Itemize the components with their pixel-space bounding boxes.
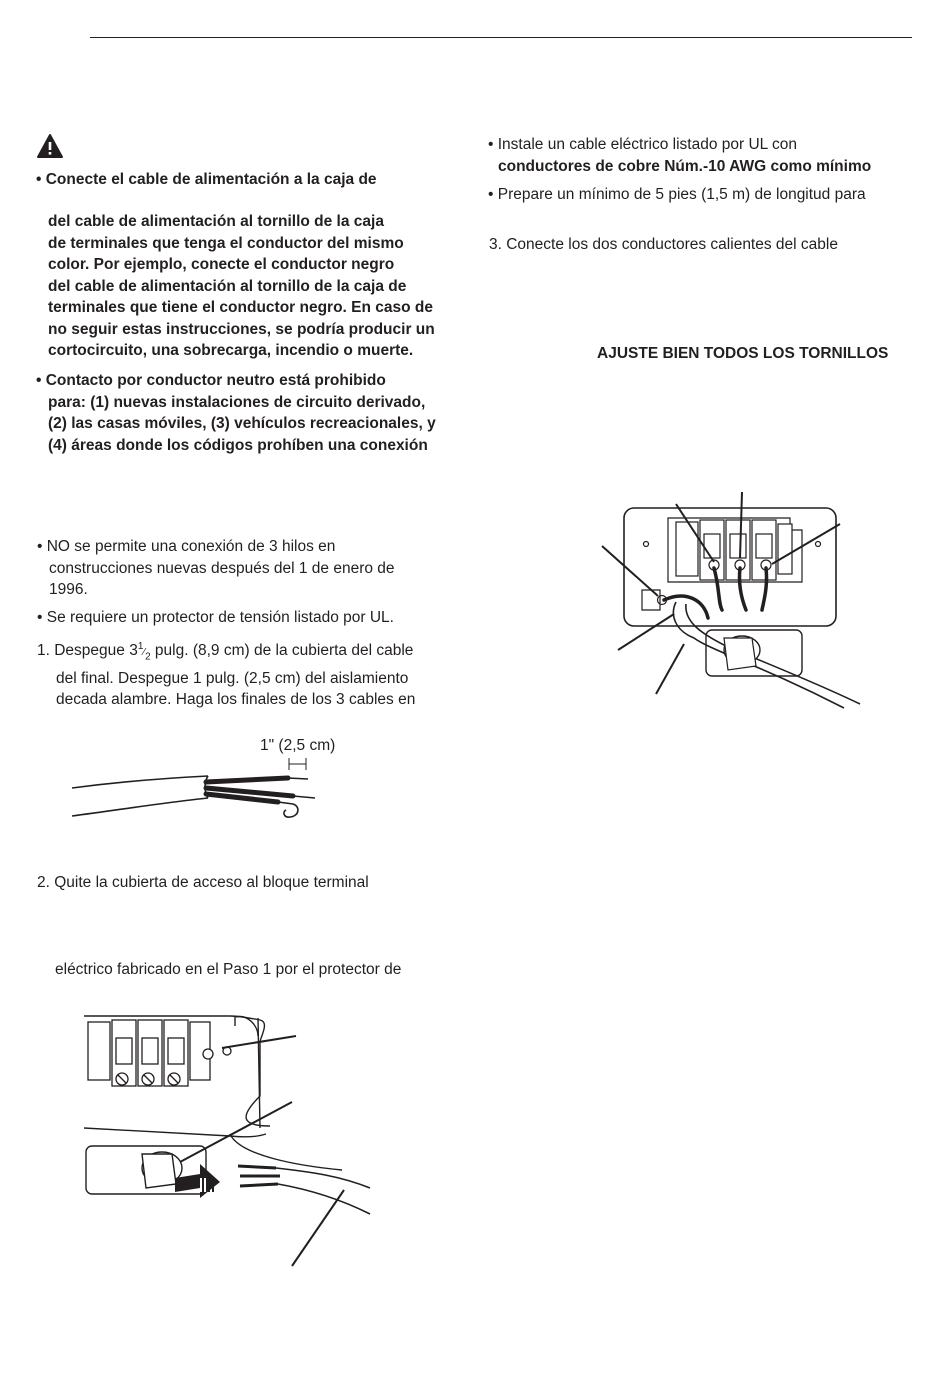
warning-text-line: color. Por ejemplo, conecte el conductor negro: [48, 256, 395, 273]
step-3: 3. Conecte los dos conductores calientes del cable: [489, 236, 838, 253]
stripped-cable-illustration: [68, 752, 328, 832]
header-rule: [90, 37, 912, 38]
note-3-wire: [37, 536, 395, 601]
note-line: construcciones nuevas después del 1 de enero de: [49, 559, 395, 577]
step-2-continued: eléctrico fabricado en el Paso 1 por el protector de: [55, 961, 402, 978]
terminal-block-illustration-right: [590, 490, 870, 715]
warning-text-line: no seguir estas instrucciones, se podría producir un: [48, 320, 435, 338]
step-1-line-1: 1. Despegue $3^1⁄_2$ pulg. (8,9 cm) de la cubierta del cable: [37, 641, 414, 663]
step-1: [37, 636, 415, 711]
warning-text-line: • Conecte el cable de alimentación a la caja de: [36, 171, 377, 188]
step-2: 2. Quite la cubierta de acceso al bloque terminal: [37, 874, 369, 891]
warning-text-line: cortocircuito, una sobrecarga, incendio o muerte.: [48, 342, 414, 359]
warning-text-line: del cable de alimentación al tornillo de la caja: [48, 213, 384, 230]
cable-strip-label: 1" (2,5 cm): [260, 737, 336, 754]
step-1-rest: pulg. (8,9 cm) de la cubierta del cable: [150, 642, 414, 660]
tighten-screws-note: AJUSTE BIEN TODOS LOS TORNILLOS: [597, 345, 889, 362]
note-line: 1996.: [49, 581, 88, 598]
warning-bullet-1: [36, 169, 377, 191]
warning-text-line: (2) las casas móviles, (3) vehículos recreacionales, y: [48, 415, 436, 432]
warning-bullet-1-cont: [48, 211, 435, 362]
terminal-block-illustration-left: [80, 1016, 380, 1276]
warning-text-line: para: (1) nuevas instalaciones de circuito derivado,: [48, 393, 426, 411]
note-protector: • Se requiere un protector de tensión listado por UL.: [37, 609, 394, 626]
step-1-frac-den: 2: [145, 651, 151, 663]
warning-text-line: (4) áreas donde los códigos prohíben una conexión: [48, 436, 428, 454]
step-1-line: decada alambre. Haga los finales de los 3 cables en: [56, 691, 416, 709]
warning-icon: [37, 134, 63, 158]
right-bullet-2: • Prepare un mínimo de 5 pies (1,5 m) de longitud para: [488, 186, 866, 203]
warning-text-line: de terminales que tenga el conductor del mismo: [48, 234, 404, 252]
right-bullet-1: • Instale un cable eléctrico listado por UL con: [488, 136, 797, 153]
warning-text-line: • Contacto por conductor neutro está prohibido: [36, 372, 386, 389]
warning-text-line: terminales que tiene el conductor negro. En caso de: [48, 299, 434, 316]
note-line: • NO se permite una conexión de 3 hilos en: [37, 538, 336, 555]
warning-bullet-2: [36, 370, 436, 456]
right-bullet-1-bold: conductores de cobre Núm.-10 AWG como mínimo: [498, 158, 872, 175]
step-1-frac-num: 1: [137, 641, 144, 652]
step-1-prefix: 1. Despegue 3: [37, 642, 138, 660]
step-1-line: del final. Despegue 1 pulg. (2,5 cm) del aislamiento: [56, 669, 409, 687]
warning-text-line: del cable de alimentación al tornillo de la caja de: [48, 277, 407, 295]
